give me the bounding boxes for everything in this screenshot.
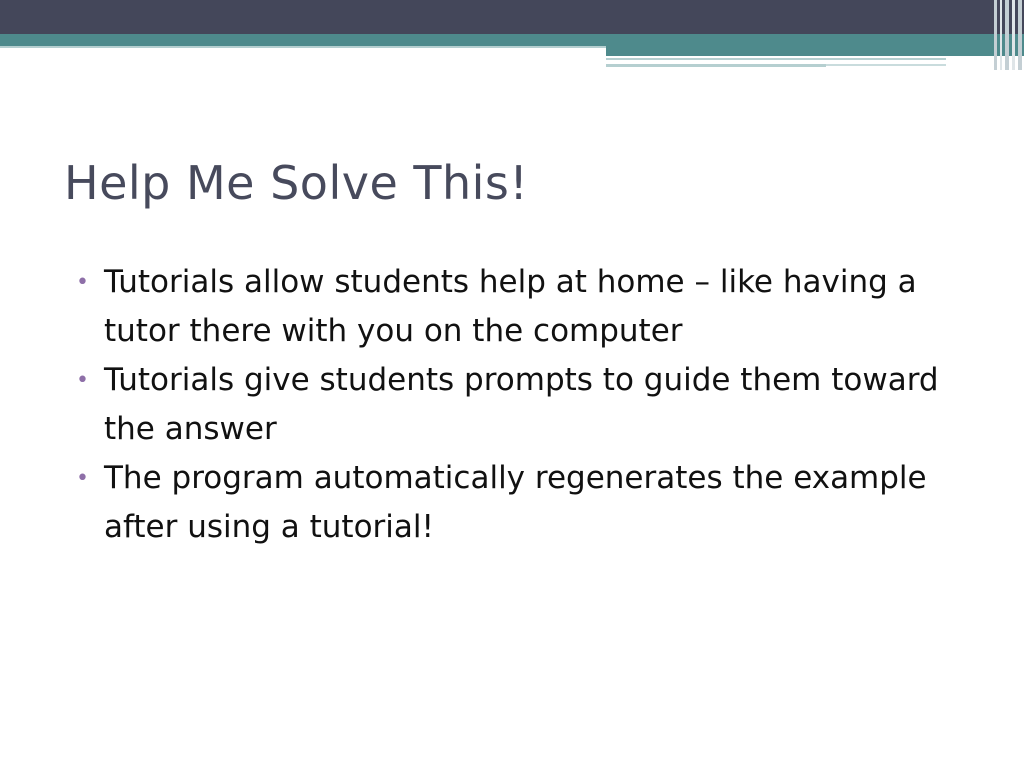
header-dark-band	[0, 0, 1024, 34]
header-vertical-stripe	[1005, 0, 1009, 70]
header-light-line	[0, 46, 606, 48]
bullet-dot-icon: •	[76, 466, 89, 491]
bullet-item	[76, 454, 996, 552]
header-right-line	[606, 58, 946, 60]
header-right-line	[826, 64, 946, 66]
slide-title: Help Me Solve This!	[64, 156, 529, 210]
bullet-text: Tutorials give students prompts to guide them toward the answer	[104, 362, 939, 447]
bullet-dot-icon: •	[76, 270, 89, 295]
bullet-text: Tutorials allow students help at home – like having a tutor there with you on the computer	[104, 264, 917, 349]
header-vertical-stripe	[1012, 0, 1015, 70]
header-vertical-stripe	[1000, 0, 1002, 70]
header-vertical-stripe	[1018, 0, 1022, 70]
bullet-item	[76, 258, 996, 356]
header-right-teal-band	[606, 46, 1024, 56]
bullet-item	[76, 356, 996, 454]
bullet-list	[76, 258, 996, 552]
header-teal-band	[0, 34, 1024, 46]
bullet-dot-icon: •	[76, 368, 89, 393]
header-right-line	[606, 64, 826, 67]
bullet-text: The program automatically regenerates the example after using a tutorial!	[104, 460, 927, 545]
header-vertical-stripe	[994, 0, 997, 70]
